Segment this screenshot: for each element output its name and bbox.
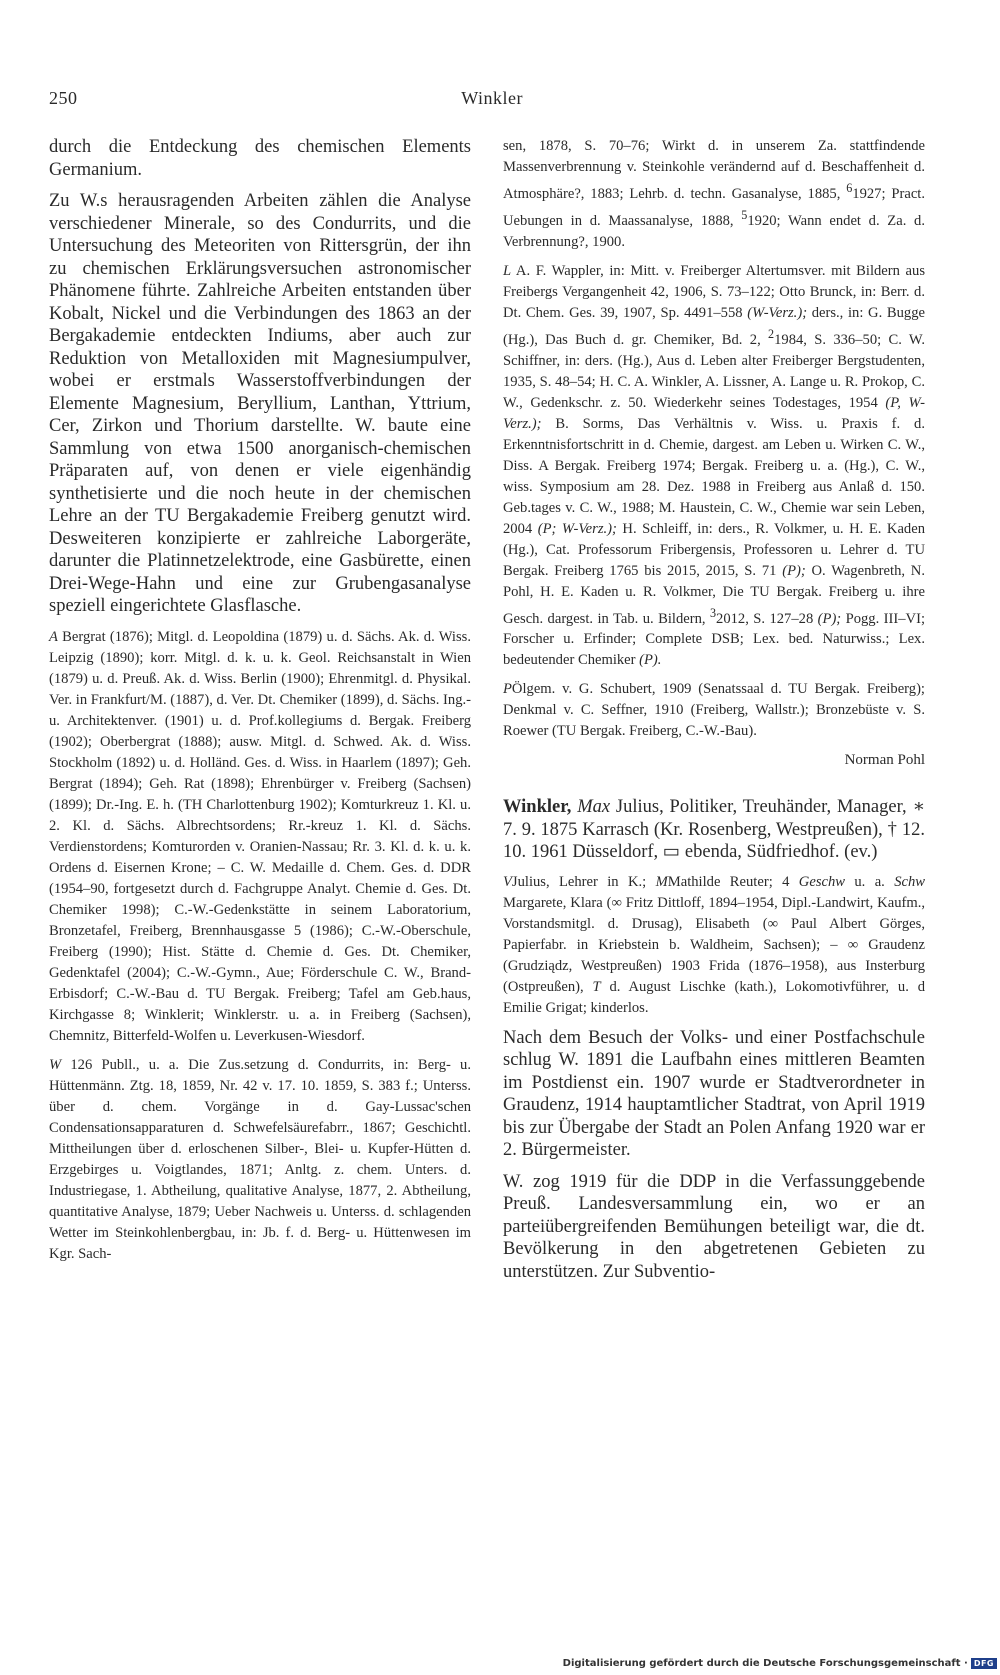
family-text: Julius, Lehrer in K.;: [511, 873, 656, 890]
portraits-label: P: [503, 681, 512, 698]
literature-label: L: [503, 262, 512, 279]
mother-label: M: [655, 873, 668, 890]
right-column: [503, 136, 925, 1292]
literature-note: (P).: [639, 652, 662, 669]
works-section: [49, 1055, 471, 1265]
works-text: 126 Publl., u. a. Die Zus.setzung d. Condurrits, in: Berg- u. Hüttenmänn. Ztg. 18, 1859, Nr. 42 v. 17. 10. 1859, S. 383 f.; Unterss. über d. chem. Vorgänge in d. Gay-Lussac'schen Condensationsapparaturen d. Schwefelsäurefabrr., 1867; Geschichtl. Mittheilungen über d. erloschenen Silber-, Blei- u. Kupfer-Hütten d. Erzgebirges u. Voigtlandes, 1871; Anltg. z. chem. Unters. d. Industriegase, 1. Abtheilung, qualitative Analyse, 1877, 2. Abtheilung, quantitative Analyse, 1879; Ueber Nachweis u. Unterss. d. schlagenden Wetter im Steinkohlenbergbau, in: Jb. f. d. Berg- u. Hüttenwesen im Kgr. Sach-: [49, 1056, 471, 1262]
body-paragraph-4: W. zog 1919 für die DDP in die Verfassunggebende Preuß. Landesversammlung ein, wo er an parteiübergreifenden Bemühungen beteiligt war, die dt. Bevölkerung in den abgetretenen Gebieten zu unterstützen. Zur Subventio-: [503, 1171, 925, 1282]
left-column: [49, 136, 471, 1273]
body-paragraph-2: Zu W.s herausragenden Arbeiten zählen die Analyse verschiedener Minerale, so des Condurrits, und die Untersuchung des Meteoriten von Rittersgrün, der ihn zu chemischen Erklärungsversuchen astronomischer Phänomene führte. Zahlreiche Arbeiten entstanden über Kobalt, Nickel und die Verbindungen des 1863 an der Bergakademie entdeckten Indiums, aber auch zur Reduktion von Metalloxiden mit Magnesiumpulver, wobei er erstmals Wasserstoffverbindungen der Elemente Magnesium, Beryllium, Lanthan, Yttrium, Cer, Zirkon und Thorium darstellte. W. baute eine Sammlung von etwa 1500 anorganisch-chemischen Präparaten auf, von denen er viele eigenhändig synthetisierte und die noch heute in der chemischen Lehre an der TU Bergakademie Freiberg genutzt wird. Desweiteren konzipierte er zahlreiche Laborgeräte, darunter die Platinnetzelektrode, eine Gasbürette, einen Drei-Wege-Hahn und eine zur Grubengasanalyse speziell eingerichtete Glasflasche.: [49, 191, 471, 616]
body-paragraph-1: durch die Entdeckung des chemischen Elements Germanium.: [49, 137, 471, 180]
father-label: V: [503, 873, 512, 890]
literature-text: H. Schleiff, in: ders., R. Volkmer, u. H. E. Kaden (Hg.), Cat. Professorum Fribergensis, Professoren u. Lehrer d. TU Bergak. Freiberg 1765 bis 2015, 2015, S. 71: [503, 520, 926, 579]
family-section: [503, 872, 925, 1019]
family-text: Mathilde Reuter; 4: [667, 873, 799, 890]
entry-firstname: Max: [577, 797, 611, 818]
literature-text: B. Sorms, Das Verhältnis v. Wiss. u. Praxis f. d. Erkenntnisfortschritt in d. Chemie, dargest. am Leben u. Wirken C. W., Diss. A Bergak. Freiberg 1974; Bergak. Freiberg u. a. (Hg.), C. W., wiss. Symposium am 28. Dez. 1988 in Freiberg aus Anlaß d. 150. Geb.tages v. C. W., 1988; M. Haustein, C. W., Chemie war sein Leben, 2004: [503, 415, 925, 537]
literature-section: [503, 261, 925, 672]
literature-note: (P);: [817, 610, 842, 627]
sisters-label: Schw: [894, 873, 925, 890]
edition-superscript: 3: [709, 605, 717, 620]
works-continuation: [503, 136, 925, 253]
works-label: W: [49, 1056, 62, 1073]
running-head: Winkler: [461, 88, 523, 108]
literature-text: Pogg. III–VI; Forscher u. Erfinder; Complete DSB; Lex. bed. Naturwiss.; Lex. bedeutender Chemiker: [503, 610, 925, 669]
article-author: Norman Pohl: [844, 752, 925, 769]
literature-note: (P);: [782, 562, 806, 579]
literature-text: A. F. Wappler, in: Mitt. v. Freiberger Altertumsver. mit Bildern aus Freibergs Vergangenheit 42, 1906, S. 73–122; Otto Brunck, in: Berr. d. Dt. Chem. Ges. 39, 1907, Sp. 4491–558: [503, 262, 925, 321]
literature-text: ders., in: G. Bugge (Hg.), Das Buch d. gr. Chemiker, Bd. 2,: [503, 304, 925, 348]
entry-header-text: Julius, Politiker, Treuhänder, Manager, ∗ 7. 9. 1875 Karrasch (Kr. Rosenberg, Westpreußen), † 12. 10. 1961 Düsseldorf, ▭ ebenda, Südfriedhof. (ev.): [503, 797, 926, 863]
edition-superscript: 6: [846, 181, 853, 195]
works-cont-text-3: 1920; Wann endet d. Za. d. Verbrennung?, 1900.: [503, 212, 925, 250]
edition-superscript: 2: [768, 326, 775, 341]
siblings-label: Geschw: [798, 873, 846, 890]
literature-text: O. Wagenbreth, N. Pohl, H. E. Kaden u. R. Volkmer, Die TU Bergak. Freiberg u. ihre Gesch. dargest. in Tab. u. Bildern,: [503, 562, 925, 627]
literature-text: 1984, S. 336–50; C. W. Schiffner, in: ders. (Hg.), Aus d. Leben alter Freiberger Bergstudenten, 1935, S. 48–54; H. C. A. Winkler, A. Lissner, A. Lange u. R. Prokop, C. W., Gedenkschr. z. 50. Wiederkehr seines Todestages, 1954: [503, 331, 925, 411]
digitization-footer: [563, 1658, 997, 1669]
body-paragraph-3: Nach dem Besuch der Volks- und einer Postfachschule schlug W. 1891 die Laufbahn eines mittleren Beamten im Postdienst ein. 1907 wurde er Stadtverordneter in Graudenz, 1914 hauptamtlicher Stadtrat, von April 1919 bis zur Übergabe der Stadt an Polen Anfang 1920 war er 2. Bürgermeister.: [503, 1027, 925, 1161]
daughter-label: T: [592, 978, 601, 995]
edition-superscript: 5: [741, 207, 748, 222]
literature-note: (W-Verz.);: [747, 304, 808, 321]
literature-note: (P; W-Verz.);: [537, 520, 617, 537]
family-text: d. August Lischke (kath.), Lokomotivführer, u. d Emilie Grigat; kinderlos.: [503, 978, 926, 1016]
footer-text: Digitalisierung gefördert durch die Deutsche Forschungsgemeinschaft ·: [562, 1658, 968, 1669]
entry-heading: [503, 796, 925, 864]
portraits-section: [503, 679, 925, 742]
awards-text: Bergrat (1876); Mitgl. d. Leopoldina (1879) u. d. Sächs. Ak. d. Wiss. Leipzig (1890); korr. Mitgl. d. k. u. k. Geol. Reichsanstalt in Wien (1879) u. d. Preuß. Ak. d. Wiss. Berlin (1900); Ehrenmitgl. d. Physikal. Ver. in Frankfurt/M. (1887), d. Ver. Dt. Chemiker (1899), d. Sächs. Ing.- u. Architektenver. (1901) u. d. Prof.kollegiums d. Bergak. Freiberg (1902); Oberbergrat (1888); ausw. Mitgl. d. Schwed. Ak. d. Wiss. Stockholm (1892) u. d. Holländ. Ges. d. Wiss. in Haarlem (1897); Geh. Bergrat (1894); Geh. Rat (1898); Ehrenbürger v. Freiberg (Sachsen) (1899); Dr.-Ing. E. h. (TH Charlottenburg 1902); Komturkreuz 1. Kl. u. 2. Kl. d. Sächs. Albrechtsordens; Rr.-kreuz 1. Kl. d. Sächs. Verdienstordens; Komturorden v. Oranien-Nassau; Rr. 3. Kl. d. k. u. k. Ordens d. Eisernen Krone; – C. W. Medaille d. Chem. Ges. d. DDR (1954–90, fortgesetzt durch d. Fachgruppe Analyt. Chemie d. Ges. Dt. Chemiker 1998); C.-W.-Gedenkstätte in seinem Laboratorium, Bronzetafel, Freiberg, Brennhausgasse 5 (1986); C.-W.-Oberschule, Freiberg (1990); Hist. Stätte d. Chemie d. Ges. Dt. Chemiker, Gedenktafel (2004); C.-W.-Gymn., Aue; Förderschule C. W., Brand-Erbisdorf; C.-W.-Bau d. TU Bergak. Freiberg; Tafel am Geb.haus, Kirchgasse 8; Winklerit; Winklerstr. u. a. in Freiberg (Sachsen), Chemnitz, Bitterfeld-Wolfen u. Leverkusen-Wiesdorf.: [49, 628, 471, 1044]
literature-text: 2012, S. 127–28: [716, 610, 818, 627]
awards-label: A: [49, 628, 58, 645]
page-number: 250: [49, 88, 78, 108]
portraits-text: Ölgem. v. G. Schubert, 1909 (Senatssaal d. TU Bergak. Freiberg); Denkmal v. C. Seffner, 1910 (Freiberg, Wallstr.); Bronzebüste v. S. Roewer (TU Bergak. Freiberg, C.-W.-Bau).: [503, 681, 925, 740]
dfg-logo: DFG: [971, 1658, 997, 1669]
works-cont-text-2: 1927; Pract. Uebungen in d. Maassanalyse, 1888,: [503, 185, 925, 229]
awards-section: [49, 627, 471, 1047]
entry-lemma: Winkler,: [503, 797, 572, 818]
works-cont-text-1: sen, 1878, S. 70–76; Wirkt d. in unserem Za. stattfindende Massenverbrennung v. Steinkohle verändernd auf d. Beschaffenheit d. Atmosphäre?, 1883; Lehrb. d. techn. Gasanalyse, 1885,: [503, 138, 925, 202]
family-text: u. a.: [845, 873, 895, 890]
family-text: Margarete, Klara (∞ Fritz Dittloff, 1894–1954, Dipl.-Landwirt, Kaufm., Vorstandsmitgl. d. Drusag), Elisabeth (∞ Paul Albert Görges, Papierfabr. in Kriebstein b. Waldheim, Sachsen); – ∞ Graudenz (Grudziądz, Westpreußen) 1903 Frida (1876–1958), aus Insterburg (Ostpreußen),: [503, 894, 925, 995]
literature-note: (P, W-Verz.);: [503, 394, 925, 432]
